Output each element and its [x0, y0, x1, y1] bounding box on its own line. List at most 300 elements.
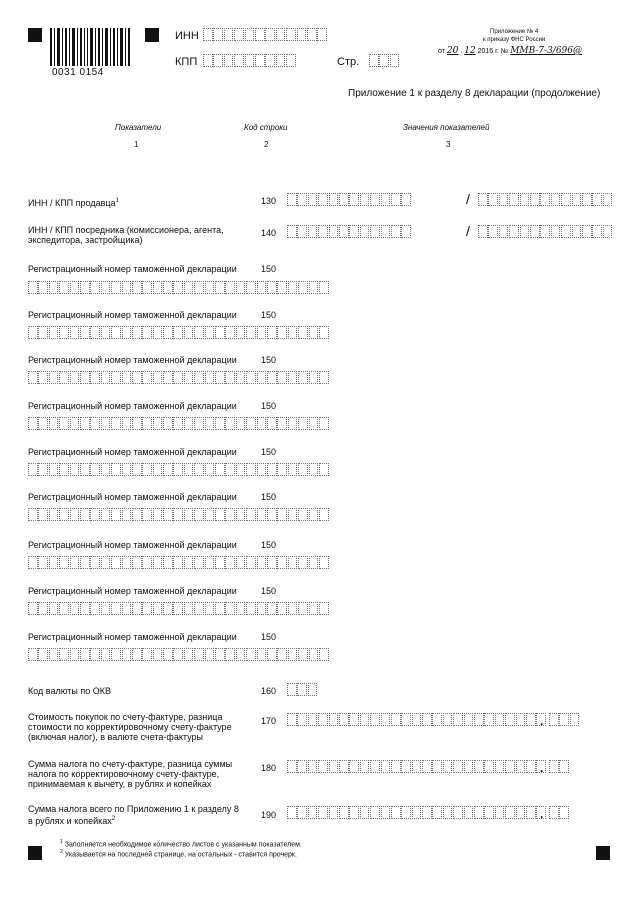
character-cell[interactable] — [215, 463, 225, 476]
character-cell[interactable] — [122, 326, 132, 339]
character-cell[interactable] — [132, 508, 142, 521]
character-cell[interactable] — [90, 371, 100, 384]
character-cell[interactable] — [215, 508, 225, 521]
character-cell[interactable] — [203, 28, 213, 41]
character-cell[interactable] — [203, 54, 213, 67]
character-cell[interactable] — [288, 417, 298, 430]
character-cell[interactable] — [277, 371, 287, 384]
character-cell[interactable] — [49, 417, 59, 430]
character-cell[interactable] — [246, 508, 256, 521]
character-cell[interactable] — [381, 806, 391, 819]
character-cell[interactable] — [122, 463, 132, 476]
character-cell[interactable] — [70, 417, 80, 430]
character-cell[interactable] — [412, 713, 422, 726]
character-cell[interactable] — [484, 713, 494, 726]
character-cell[interactable] — [70, 648, 80, 661]
character-cell[interactable] — [111, 508, 121, 521]
character-cell[interactable] — [309, 463, 319, 476]
character-cell[interactable] — [309, 648, 319, 661]
character-cell[interactable] — [184, 463, 194, 476]
character-cell[interactable] — [360, 806, 370, 819]
character-cell[interactable] — [276, 28, 286, 41]
character-cell[interactable] — [205, 648, 215, 661]
character-cell[interactable] — [370, 225, 380, 238]
customs-declaration-cells[interactable] — [28, 463, 329, 476]
character-cell[interactable] — [205, 508, 215, 521]
character-cell[interactable] — [122, 602, 132, 615]
character-cell[interactable] — [184, 371, 194, 384]
character-cell[interactable] — [142, 602, 152, 615]
customs-declaration-cells[interactable] — [28, 648, 329, 661]
character-cell[interactable] — [318, 225, 328, 238]
character-cell[interactable] — [246, 281, 256, 294]
character-cell[interactable] — [309, 281, 319, 294]
character-cell[interactable] — [132, 556, 142, 569]
character-cell[interactable] — [276, 54, 286, 67]
character-cell[interactable] — [38, 508, 48, 521]
customs-declaration-cells[interactable] — [28, 417, 329, 430]
character-cell[interactable] — [319, 281, 329, 294]
character-cell[interactable] — [572, 193, 582, 206]
character-cell[interactable] — [111, 463, 121, 476]
character-cell[interactable] — [422, 806, 432, 819]
character-cell[interactable] — [286, 54, 296, 67]
character-cell[interactable] — [236, 417, 246, 430]
character-cell[interactable] — [215, 326, 225, 339]
character-cell[interactable] — [370, 806, 380, 819]
character-cell[interactable] — [267, 648, 277, 661]
character-cell[interactable] — [495, 806, 505, 819]
character-cell[interactable] — [246, 648, 256, 661]
character-cell[interactable] — [132, 326, 142, 339]
character-cell[interactable] — [111, 602, 121, 615]
character-cell[interactable] — [122, 281, 132, 294]
character-cell[interactable] — [80, 602, 90, 615]
character-cell[interactable] — [205, 463, 215, 476]
character-cell[interactable] — [59, 602, 69, 615]
character-cell[interactable] — [309, 326, 319, 339]
character-cell[interactable] — [297, 713, 307, 726]
character-cell[interactable] — [213, 28, 223, 41]
character-cell[interactable] — [319, 648, 329, 661]
character-cell[interactable] — [516, 806, 526, 819]
character-cell[interactable] — [122, 648, 132, 661]
character-cell[interactable] — [173, 648, 183, 661]
character-cell[interactable] — [28, 463, 38, 476]
character-cell[interactable] — [308, 683, 318, 696]
character-cell[interactable] — [70, 463, 80, 476]
character-cell[interactable] — [163, 648, 173, 661]
character-cell[interactable] — [28, 648, 38, 661]
character-cell[interactable] — [205, 556, 215, 569]
customs-declaration-cells[interactable] — [28, 556, 329, 569]
character-cell[interactable] — [205, 281, 215, 294]
character-cell[interactable] — [505, 806, 515, 819]
character-cell[interactable] — [509, 225, 519, 238]
character-cell[interactable] — [70, 508, 80, 521]
seller-inn-cells[interactable] — [287, 193, 412, 206]
character-cell[interactable] — [317, 28, 327, 41]
character-cell[interactable] — [153, 281, 163, 294]
character-cell[interactable] — [391, 760, 401, 773]
character-cell[interactable] — [381, 225, 391, 238]
character-cell[interactable] — [339, 806, 349, 819]
character-cell[interactable] — [319, 417, 329, 430]
character-cell[interactable] — [267, 326, 277, 339]
character-cell[interactable] — [464, 713, 474, 726]
character-cell[interactable] — [592, 193, 602, 206]
character-cell[interactable] — [173, 371, 183, 384]
character-cell[interactable] — [549, 760, 559, 773]
character-cell[interactable] — [194, 326, 204, 339]
character-cell[interactable] — [267, 371, 277, 384]
character-cell[interactable] — [370, 713, 380, 726]
character-cell[interactable] — [277, 463, 287, 476]
character-cell[interactable] — [80, 508, 90, 521]
character-cell[interactable] — [288, 556, 298, 569]
character-cell[interactable] — [38, 556, 48, 569]
character-cell[interactable] — [59, 371, 69, 384]
character-cell[interactable] — [298, 556, 308, 569]
character-cell[interactable] — [297, 806, 307, 819]
character-cell[interactable] — [90, 602, 100, 615]
character-cell[interactable] — [391, 225, 401, 238]
character-cell[interactable] — [122, 556, 132, 569]
character-cell[interactable] — [559, 806, 569, 819]
character-cell[interactable] — [349, 225, 359, 238]
character-cell[interactable] — [308, 225, 318, 238]
customs-declaration-cells[interactable] — [28, 371, 329, 384]
character-cell[interactable] — [236, 508, 246, 521]
character-cell[interactable] — [432, 713, 442, 726]
character-cell[interactable] — [90, 326, 100, 339]
character-cell[interactable] — [267, 508, 277, 521]
character-cell[interactable] — [101, 508, 111, 521]
character-cell[interactable] — [339, 225, 349, 238]
character-cell[interactable] — [70, 281, 80, 294]
customs-declaration-cells[interactable] — [28, 281, 329, 294]
character-cell[interactable] — [318, 806, 328, 819]
character-cell[interactable] — [257, 417, 267, 430]
character-cell[interactable] — [142, 508, 152, 521]
character-cell[interactable] — [505, 713, 515, 726]
character-cell[interactable] — [257, 508, 267, 521]
character-cell[interactable] — [277, 281, 287, 294]
character-cell[interactable] — [225, 556, 235, 569]
character-cell[interactable] — [582, 225, 592, 238]
character-cell[interactable] — [370, 760, 380, 773]
character-cell[interactable] — [205, 326, 215, 339]
character-cell[interactable] — [288, 463, 298, 476]
character-cell[interactable] — [59, 281, 69, 294]
character-cell[interactable] — [287, 760, 297, 773]
character-cell[interactable] — [184, 602, 194, 615]
character-cell[interactable] — [287, 225, 297, 238]
character-cell[interactable] — [184, 281, 194, 294]
character-cell[interactable] — [90, 417, 100, 430]
character-cell[interactable] — [297, 28, 307, 41]
character-cell[interactable] — [297, 760, 307, 773]
character-cell[interactable] — [499, 225, 509, 238]
character-cell[interactable] — [298, 326, 308, 339]
character-cell[interactable] — [255, 54, 265, 67]
character-cell[interactable] — [80, 371, 90, 384]
character-cell[interactable] — [80, 326, 90, 339]
character-cell[interactable] — [287, 193, 297, 206]
character-cell[interactable] — [163, 281, 173, 294]
character-cell[interactable] — [464, 806, 474, 819]
character-cell[interactable] — [339, 713, 349, 726]
character-cell[interactable] — [142, 648, 152, 661]
character-cell[interactable] — [551, 225, 561, 238]
character-cell[interactable] — [516, 760, 526, 773]
character-cell[interactable] — [184, 508, 194, 521]
character-cell[interactable] — [153, 648, 163, 661]
character-cell[interactable] — [257, 281, 267, 294]
character-cell[interactable] — [432, 806, 442, 819]
character-cell[interactable] — [225, 508, 235, 521]
currency-code-cells[interactable] — [287, 683, 318, 696]
character-cell[interactable] — [224, 28, 234, 41]
character-cell[interactable] — [559, 760, 569, 773]
character-cell[interactable] — [59, 648, 69, 661]
character-cell[interactable] — [28, 326, 38, 339]
character-cell[interactable] — [443, 760, 453, 773]
character-cell[interactable] — [246, 556, 256, 569]
character-cell[interactable] — [101, 326, 111, 339]
character-cell[interactable] — [453, 806, 463, 819]
character-cell[interactable] — [339, 193, 349, 206]
character-cell[interactable] — [422, 760, 432, 773]
character-cell[interactable] — [101, 463, 111, 476]
character-cell[interactable] — [526, 760, 536, 773]
character-cell[interactable] — [267, 463, 277, 476]
character-cell[interactable] — [236, 463, 246, 476]
character-cell[interactable] — [509, 193, 519, 206]
character-cell[interactable] — [246, 602, 256, 615]
character-cell[interactable] — [318, 713, 328, 726]
character-cell[interactable] — [111, 326, 121, 339]
character-cell[interactable] — [288, 281, 298, 294]
character-cell[interactable] — [422, 713, 432, 726]
customs-declaration-cells[interactable] — [28, 326, 329, 339]
character-cell[interactable] — [530, 225, 540, 238]
character-cell[interactable] — [142, 326, 152, 339]
character-cell[interactable] — [329, 225, 339, 238]
character-cell[interactable] — [246, 371, 256, 384]
character-cell[interactable] — [298, 371, 308, 384]
character-cell[interactable] — [349, 806, 359, 819]
character-cell[interactable] — [349, 193, 359, 206]
character-cell[interactable] — [38, 371, 48, 384]
customs-declaration-cells[interactable] — [28, 602, 329, 615]
character-cell[interactable] — [184, 648, 194, 661]
character-cell[interactable] — [59, 417, 69, 430]
character-cell[interactable] — [277, 648, 287, 661]
character-cell[interactable] — [495, 760, 505, 773]
character-cell[interactable] — [213, 54, 223, 67]
character-cell[interactable] — [101, 648, 111, 661]
character-cell[interactable] — [194, 417, 204, 430]
character-cell[interactable] — [173, 556, 183, 569]
character-cell[interactable] — [194, 463, 204, 476]
character-cell[interactable] — [401, 225, 411, 238]
character-cell[interactable] — [225, 371, 235, 384]
character-cell[interactable] — [38, 326, 48, 339]
character-cell[interactable] — [495, 713, 505, 726]
character-cell[interactable] — [90, 648, 100, 661]
character-cell[interactable] — [173, 281, 183, 294]
character-cell[interactable] — [59, 326, 69, 339]
character-cell[interactable] — [215, 281, 225, 294]
character-cell[interactable] — [297, 683, 307, 696]
character-cell[interactable] — [349, 760, 359, 773]
character-cell[interactable] — [267, 602, 277, 615]
character-cell[interactable] — [101, 281, 111, 294]
character-cell[interactable] — [184, 417, 194, 430]
character-cell[interactable] — [488, 225, 498, 238]
character-cell[interactable] — [28, 508, 38, 521]
character-cell[interactable] — [59, 556, 69, 569]
character-cell[interactable] — [551, 193, 561, 206]
character-cell[interactable] — [288, 508, 298, 521]
character-cell[interactable] — [277, 326, 287, 339]
character-cell[interactable] — [603, 225, 613, 238]
character-cell[interactable] — [38, 417, 48, 430]
character-cell[interactable] — [288, 326, 298, 339]
character-cell[interactable] — [370, 193, 380, 206]
character-cell[interactable] — [369, 54, 379, 67]
character-cell[interactable] — [530, 193, 540, 206]
character-cell[interactable] — [339, 760, 349, 773]
character-cell[interactable] — [132, 371, 142, 384]
character-cell[interactable] — [153, 417, 163, 430]
character-cell[interactable] — [360, 713, 370, 726]
character-cell[interactable] — [257, 463, 267, 476]
character-cell[interactable] — [257, 648, 267, 661]
character-cell[interactable] — [236, 281, 246, 294]
character-cell[interactable] — [245, 54, 255, 67]
character-cell[interactable] — [194, 556, 204, 569]
character-cell[interactable] — [484, 806, 494, 819]
character-cell[interactable] — [225, 326, 235, 339]
character-cell[interactable] — [38, 281, 48, 294]
character-cell[interactable] — [277, 602, 287, 615]
character-cell[interactable] — [329, 713, 339, 726]
character-cell[interactable] — [122, 371, 132, 384]
character-cell[interactable] — [526, 713, 536, 726]
character-cell[interactable] — [101, 417, 111, 430]
character-cell[interactable] — [153, 463, 163, 476]
customs-declaration-cells[interactable] — [28, 508, 329, 521]
character-cell[interactable] — [90, 281, 100, 294]
character-cell[interactable] — [132, 648, 142, 661]
character-cell[interactable] — [215, 648, 225, 661]
character-cell[interactable] — [111, 371, 121, 384]
character-cell[interactable] — [267, 556, 277, 569]
character-cell[interactable] — [205, 417, 215, 430]
character-cell[interactable] — [142, 281, 152, 294]
character-cell[interactable] — [215, 556, 225, 569]
character-cell[interactable] — [49, 602, 59, 615]
purchase-cost-decimal-cells[interactable] — [549, 713, 580, 726]
character-cell[interactable] — [349, 713, 359, 726]
total-tax-decimal-cells[interactable] — [549, 806, 570, 819]
character-cell[interactable] — [520, 193, 530, 206]
character-cell[interactable] — [360, 193, 370, 206]
character-cell[interactable] — [286, 28, 296, 41]
character-cell[interactable] — [298, 463, 308, 476]
character-cell[interactable] — [153, 326, 163, 339]
intermediary-inn-cells[interactable] — [287, 225, 412, 238]
character-cell[interactable] — [257, 371, 267, 384]
character-cell[interactable] — [592, 225, 602, 238]
character-cell[interactable] — [80, 463, 90, 476]
character-cell[interactable] — [234, 28, 244, 41]
character-cell[interactable] — [173, 463, 183, 476]
character-cell[interactable] — [194, 602, 204, 615]
character-cell[interactable] — [225, 463, 235, 476]
character-cell[interactable] — [122, 508, 132, 521]
tax-deduction-decimal-cells[interactable] — [549, 760, 570, 773]
character-cell[interactable] — [319, 602, 329, 615]
character-cell[interactable] — [205, 371, 215, 384]
character-cell[interactable] — [246, 417, 256, 430]
character-cell[interactable] — [297, 225, 307, 238]
character-cell[interactable] — [205, 602, 215, 615]
character-cell[interactable] — [163, 602, 173, 615]
character-cell[interactable] — [549, 806, 559, 819]
character-cell[interactable] — [318, 193, 328, 206]
character-cell[interactable] — [132, 281, 142, 294]
character-cell[interactable] — [412, 760, 422, 773]
character-cell[interactable] — [184, 326, 194, 339]
character-cell[interactable] — [38, 648, 48, 661]
character-cell[interactable] — [49, 463, 59, 476]
character-cell[interactable] — [319, 508, 329, 521]
character-cell[interactable] — [173, 602, 183, 615]
character-cell[interactable] — [111, 648, 121, 661]
character-cell[interactable] — [163, 556, 173, 569]
character-cell[interactable] — [287, 683, 297, 696]
character-cell[interactable] — [499, 193, 509, 206]
character-cell[interactable] — [453, 713, 463, 726]
character-cell[interactable] — [142, 463, 152, 476]
character-cell[interactable] — [142, 371, 152, 384]
character-cell[interactable] — [194, 371, 204, 384]
character-cell[interactable] — [90, 463, 100, 476]
character-cell[interactable] — [288, 371, 298, 384]
total-tax-cells[interactable] — [287, 806, 547, 819]
tax-deduction-cells[interactable] — [287, 760, 547, 773]
character-cell[interactable] — [236, 371, 246, 384]
character-cell[interactable] — [505, 760, 515, 773]
character-cell[interactable] — [38, 463, 48, 476]
character-cell[interactable] — [540, 193, 550, 206]
character-cell[interactable] — [390, 54, 400, 67]
character-cell[interactable] — [277, 417, 287, 430]
character-cell[interactable] — [360, 760, 370, 773]
character-cell[interactable] — [215, 602, 225, 615]
character-cell[interactable] — [265, 28, 275, 41]
character-cell[interactable] — [49, 326, 59, 339]
character-cell[interactable] — [561, 225, 571, 238]
character-cell[interactable] — [267, 281, 277, 294]
character-cell[interactable] — [163, 508, 173, 521]
character-cell[interactable] — [478, 225, 488, 238]
character-cell[interactable] — [163, 417, 173, 430]
character-cell[interactable] — [59, 508, 69, 521]
